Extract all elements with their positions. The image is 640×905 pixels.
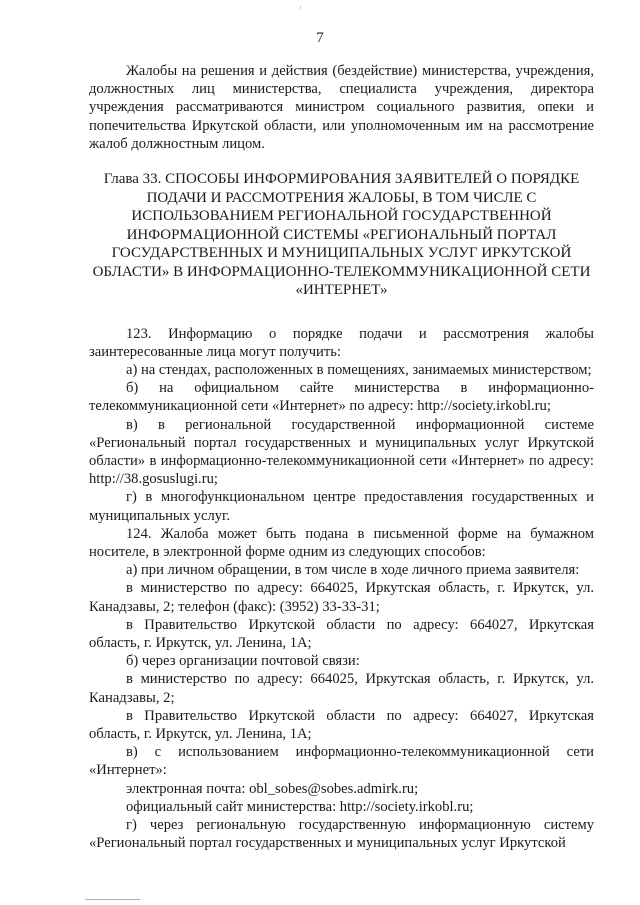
paragraph-124-v: в) с использованием информационно-телекоммуникационной сети «Интернет»: bbox=[89, 744, 594, 779]
paragraph-124-g: г) через региональную государственную информационную систему «Региональный портал государственных и муниципальных услуг Иркутской bbox=[89, 817, 594, 852]
paragraph-124-b: б) через организации почтовой связи: bbox=[126, 653, 360, 670]
ministry-address-personal: в министерство по адресу: 664025, Иркутская область, г. Иркутск, ул. Канадзавы, 2; телефон (факс): (3952) 33-33-31; bbox=[89, 580, 594, 615]
page-number: 7 bbox=[316, 30, 324, 46]
document-body bbox=[89, 62, 594, 852]
email-line: электронная почта: obl_sobes@sobes.admirk.ru; bbox=[126, 780, 419, 797]
website-line: официальный сайт министерства: http://society.irkobl.ru; bbox=[126, 798, 474, 815]
government-address-post: в Правительство Иркутской области по адресу: 664027, Иркутская область, г. Иркутск, ул. Ленина, 1А; bbox=[89, 707, 594, 742]
paragraph-123: 123. Информацию о порядке подачи и рассмотрения жалобы заинтересованные лица могут получить: bbox=[89, 325, 594, 360]
scan-artifact bbox=[300, 6, 301, 9]
ministry-address-post: в министерство по адресу: 664025, Иркутская область, г. Иркутск, ул. Канадзавы, 2; bbox=[89, 671, 594, 706]
paragraph-124-a: а) при личном обращении, в том числе в ходе личного приема заявителя: bbox=[126, 562, 580, 579]
paragraph-124: 124. Жалоба может быть подана в письменной форме на бумажном носителе, в электронной форме одним из следующих способов: bbox=[89, 525, 594, 560]
chapter-heading bbox=[89, 170, 594, 300]
paragraph-123-b: б) на официальном сайте министерства в информационно-телекоммуникационной сети «Интернет» по адресу: http://society.irkobl.ru; bbox=[89, 380, 594, 415]
chapter-heading-text: Глава 33. СПОСОБЫ ИНФОРМИРОВАНИЯ ЗАЯВИТЕЛЕЙ О ПОРЯДКЕ ПОДАЧИ И РАССМОТРЕНИЯ ЖАЛОБЫ, В ТОМ ЧИСЛЕ С ИСПОЛЬЗОВАНИЕМ РЕГИОНАЛЬНОЙ ГОСУДАРСТВЕННОЙ ИНФОРМАЦИОННОЙ СИСТЕМЫ «РЕГИОНАЛЬНЫЙ ПОРТАЛ ГОСУДАРСТВЕННЫХ И МУНИЦИПАЛЬНЫХ УСЛУГ ИРКУТСКОЙ ОБЛАСТИ» В ИНФОРМАЦИОННО-ТЕЛЕКОММУНИКАЦИОННОЙ СЕТИ «ИНТЕРНЕТ» bbox=[92, 171, 591, 299]
scan-artifact-bottom bbox=[85, 899, 140, 900]
paragraph-123-g: г) в многофункциональном центре предоставления государственных и муниципальных услуг. bbox=[89, 489, 594, 524]
paragraph-123-a: а) на стендах, расположенных в помещениях, занимаемых министерством; bbox=[126, 361, 592, 378]
government-address-personal: в Правительство Иркутской области по адресу: 664027, Иркутская область, г. Иркутск, ул. Ленина, 1А; bbox=[89, 616, 594, 651]
intro-paragraph: Жалобы на решения и действия (бездействие) министерства, учреждения, должностных лиц министерства, специалиста учреждения, директора учреждения рассматриваются министром социального развития, опеки и попечительства Иркутской области, или уполномоченным им на рассмотрение жалоб должностным лицом. bbox=[89, 63, 594, 152]
paragraph-123-v: в) в региональной государственной информационной системе «Региональный портал государственных и муниципальных услуг Иркутской области» в информационно-телекоммуникационной сети «Интернет» по адресу: http://38.gosuslugi.ru; bbox=[89, 416, 594, 488]
